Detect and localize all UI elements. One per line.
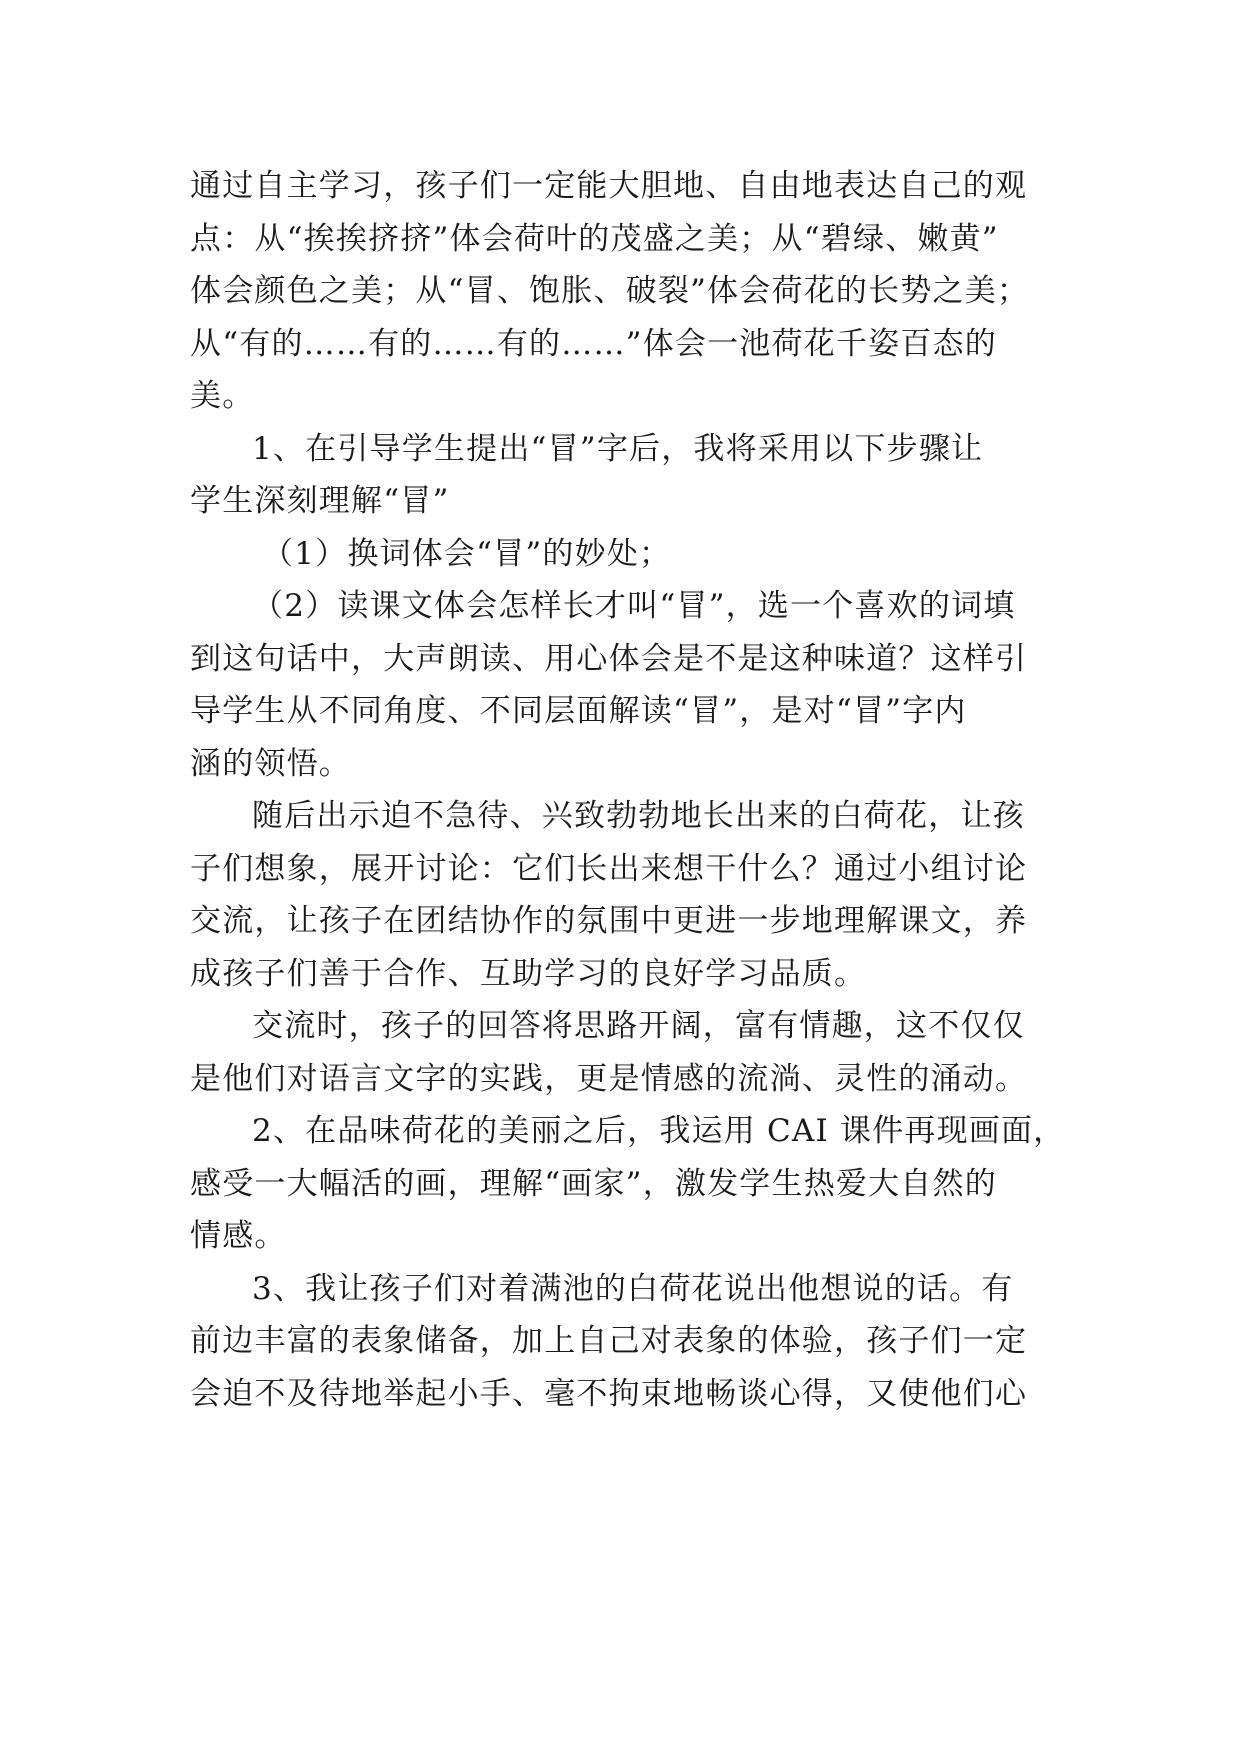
text-line: 1、在引导学生提出“冒”字后，我将采用以下步骤让 xyxy=(252,430,984,467)
text-line: 点：从“挨挨挤挤”体会荷叶的茂盛之美；从“碧绿、嫩黄” xyxy=(190,220,999,257)
text-line: 到这句话中，大声朗读、用心体会是不是这种味道？这样引 xyxy=(190,640,1028,677)
text-line: 会迫不及待地举起小手、毫不拘束地畅谈心得，又使他们心 xyxy=(190,1375,1028,1412)
text-line: 情感。 xyxy=(190,1218,287,1254)
text-line: 通过自主学习，孩子们一定能大胆地、自由地表达自己的观 xyxy=(190,168,1028,204)
text-line: 学生深刻理解“冒” xyxy=(190,483,450,519)
text-line: （2）读课文体会怎样长才叫“冒”，选一个喜欢的词填 xyxy=(252,588,1016,624)
text-line: 是他们对语言文字的实践，更是情感的流淌、灵性的涌动。 xyxy=(190,1060,1028,1097)
text-line: 导学生从不同角度、不同层面解读“冒”，是对“冒”字内 xyxy=(190,693,967,729)
text-line: 前边丰富的表象储备，加上自己对表象的体验，孩子们一定 xyxy=(190,1323,1028,1359)
text-line: 3、我让孩子们对着满池的白荷花说出他想说的话。有 xyxy=(252,1270,1014,1307)
text-line: 子们想象，展开讨论：它们长出来想干什么？通过小组讨论 xyxy=(190,850,1028,887)
text-line: 感受一大幅活的画，理解“画家”，激发学生热爱大自然的 xyxy=(190,1165,997,1202)
text-line: 随后出示迫不急待、兴致勃勃地长出来的白荷花，让孩 xyxy=(252,798,1025,834)
text-line: （1）换词体会“冒”的妙处； xyxy=(262,535,672,572)
text-line: 体会颜色之美；从“冒、饱胀、破裂”体会荷花的长势之美； xyxy=(190,273,1030,309)
body-text xyxy=(190,160,1066,1420)
text-line: 从“有的……有的……有的……”体会一池荷花千姿百态的 xyxy=(190,325,997,362)
text-line: 交流，让孩子在团结协作的氛围中更进一步地理解课文，养 xyxy=(190,903,1028,939)
text-line: 成孩子们善于合作、互助学习的良好学习品质。 xyxy=(190,955,867,992)
text-line: 交流时，孩子的回答将思路开阔，富有情趣，这不仅仅 xyxy=(252,1008,1025,1044)
text-line: 涵的领悟。 xyxy=(190,745,351,782)
text-line: 美。 xyxy=(190,378,255,414)
text-line: 2、在品味荷花的美丽之后，我运用 CAI 课件再现画面， xyxy=(252,1113,1066,1149)
